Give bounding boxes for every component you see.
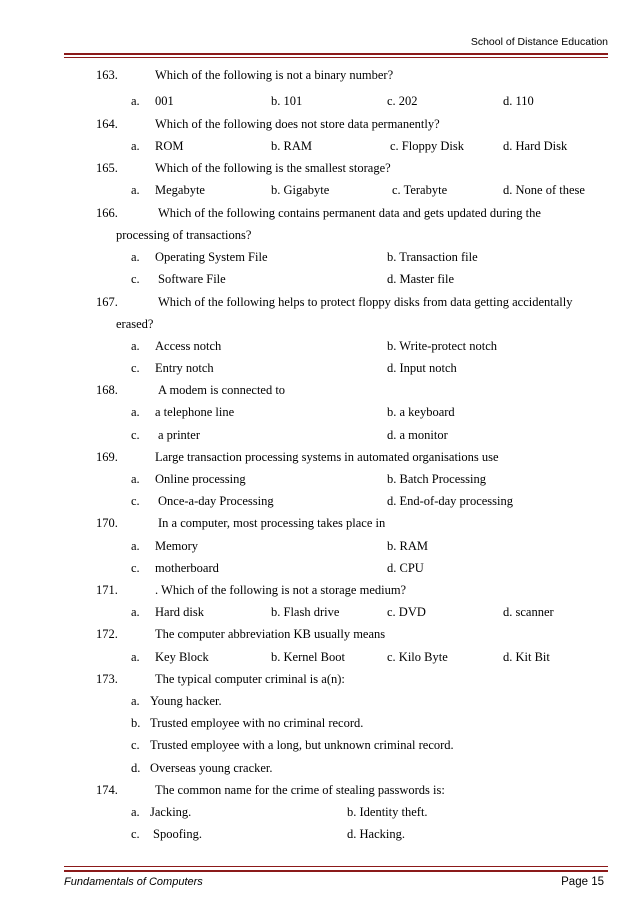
text-line: 170.: [96, 516, 118, 530]
text-line: b.: [131, 716, 141, 730]
text-line: b. Gigabyte: [271, 183, 330, 197]
text-line: motherboard: [155, 561, 219, 575]
text-line: c.: [131, 272, 140, 286]
text-line: Trusted employee with no criminal record.: [150, 716, 364, 730]
text-line: d. None of these: [503, 183, 585, 197]
text-line: 166.: [96, 206, 118, 220]
page-header: School of Distance Education: [470, 36, 608, 48]
text-line: c.: [131, 428, 140, 442]
text-line: Hard disk: [155, 605, 204, 619]
text-line: d. Hard Disk: [503, 139, 568, 153]
text-line: Operating System File: [155, 250, 268, 264]
text-line: d. Input notch: [387, 361, 457, 375]
text-line: b. Batch Processing: [387, 472, 486, 486]
text-line: erased?: [116, 317, 154, 331]
text-line: b. Identity theft.: [347, 805, 428, 819]
text-line: d. Hacking.: [347, 827, 405, 841]
text-line: 172.: [96, 627, 118, 641]
text-line: d. 110: [503, 94, 534, 108]
text-line: Spoofing.: [153, 827, 202, 841]
text-line: c.: [131, 361, 140, 375]
text-line: b. RAM: [271, 139, 312, 153]
text-line: processing of transactions?: [116, 228, 252, 242]
text-line: 165.: [96, 161, 118, 175]
text-line: 171.: [96, 583, 118, 597]
text-line: d. Kit Bit: [503, 650, 550, 664]
text-line: 168.: [96, 383, 118, 397]
text-line: Entry notch: [155, 361, 214, 375]
text-line: d. End-of-day processing: [387, 494, 514, 508]
text-line: c. Floppy Disk: [390, 139, 464, 153]
text-line: c. 202: [387, 94, 418, 108]
text-line: Young hacker.: [150, 694, 222, 708]
text-line: d. CPU: [387, 561, 424, 575]
text-line: a.: [131, 183, 140, 197]
text-line: b. Kernel Boot: [271, 650, 345, 664]
text-line: b. Transaction file: [387, 250, 478, 264]
footer-rule-thick: [64, 870, 608, 872]
text-line: 164.: [96, 117, 118, 131]
text-line: a.: [131, 139, 140, 153]
text-line: The common name for the crime of stealing passwords is:: [155, 783, 445, 797]
text-line: c.: [131, 738, 140, 752]
text-line: 167.: [96, 295, 118, 309]
text-line: a printer: [158, 428, 200, 442]
text-line: Which of the following is the smallest storage?: [155, 161, 391, 175]
text-line: c.: [131, 827, 140, 841]
text-line: Online processing: [155, 472, 246, 486]
text-line: c. DVD: [387, 605, 426, 619]
text-line: c.: [131, 561, 140, 575]
text-line: a.: [131, 605, 140, 619]
text-line: Software File: [158, 272, 226, 286]
text-line: 174.: [96, 783, 118, 797]
text-line: a.: [131, 805, 140, 819]
footer-book-title: Fundamentals of Computers: [64, 876, 203, 888]
text-line: a.: [131, 405, 140, 419]
text-line: a.: [131, 250, 140, 264]
text-line: c. Terabyte: [392, 183, 448, 197]
text-line: a.: [131, 339, 140, 353]
text-line: 001: [155, 94, 174, 108]
text-line: Key Block: [155, 650, 209, 664]
text-line: 173.: [96, 672, 118, 686]
text-line: Which of the following contains permanent data and gets updated during the: [158, 206, 541, 220]
text-line: a.: [131, 650, 140, 664]
text-line: Which of the following is not a binary number?: [155, 68, 394, 82]
text-line: b. Flash drive: [271, 605, 340, 619]
text-line: Trusted employee with a long, but unknown criminal record.: [150, 738, 454, 752]
text-line: a.: [131, 694, 140, 708]
text-line: b. 101: [271, 94, 303, 108]
text-line: 163.: [96, 68, 118, 82]
text-line: Which of the following helps to protect floppy disks from data getting accidentally: [158, 295, 573, 309]
text-line: Which of the following does not store data permanently?: [155, 117, 440, 131]
text-line: Large transaction processing systems in automated organisations use: [155, 450, 499, 464]
footer-page-number: Page 15: [561, 876, 604, 888]
text-line: a.: [131, 94, 140, 108]
text-line: A modem is connected to: [158, 383, 286, 397]
text-line: c.: [131, 494, 140, 508]
text-line: Jacking.: [150, 805, 192, 819]
text-line: . Which of the following is not a storage medium?: [155, 583, 407, 597]
text-line: The typical computer criminal is a(n):: [155, 672, 345, 686]
text-line: Once-a-day Processing: [158, 494, 274, 508]
text-line: Megabyte: [155, 183, 205, 197]
text-line: b. RAM: [387, 539, 428, 553]
text-line: Overseas young cracker.: [150, 761, 273, 775]
text-line: d.: [131, 761, 141, 775]
text-line: 169.: [96, 450, 118, 464]
text-line: d. a monitor: [387, 428, 448, 442]
text-line: b. Write-protect notch: [387, 339, 497, 353]
text-line: The computer abbreviation KB usually means: [155, 627, 386, 641]
text-line: c. Kilo Byte: [387, 650, 448, 664]
text-line: a.: [131, 472, 140, 486]
header-rule-thin: [64, 57, 608, 58]
text-line: Access notch: [155, 339, 222, 353]
text-line: d. scanner: [503, 605, 554, 619]
text-line: d. Master file: [387, 272, 454, 286]
header-rule-thick: [64, 53, 608, 55]
text-line: In a computer, most processing takes place in: [158, 516, 386, 530]
text-line: Memory: [155, 539, 199, 553]
text-line: ROM: [155, 139, 184, 153]
text-line: a.: [131, 539, 140, 553]
text-line: b. a keyboard: [387, 405, 455, 419]
text-line: a telephone line: [155, 405, 235, 419]
footer-rule-thin: [64, 866, 608, 867]
